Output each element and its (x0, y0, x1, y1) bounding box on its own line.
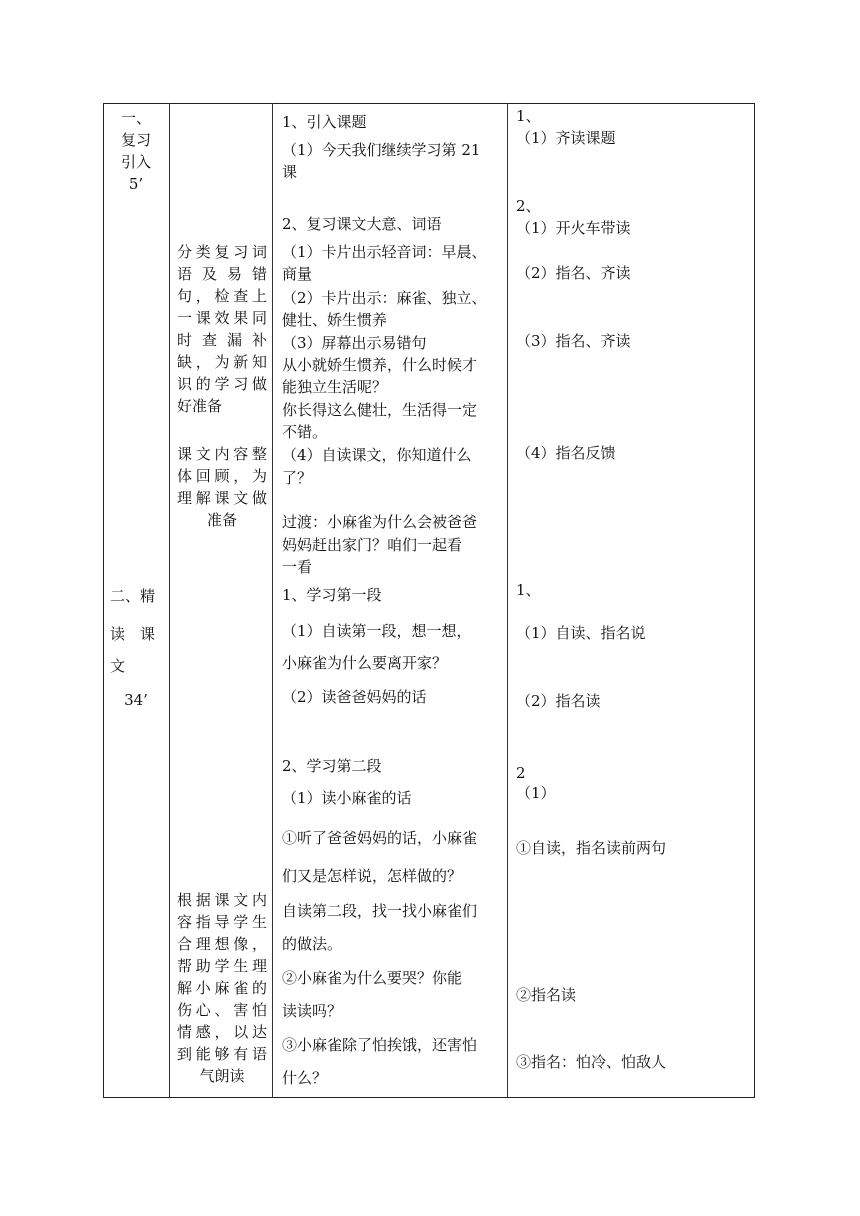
teacher-line: 不错。 (282, 423, 328, 441)
purpose-2-line-2: 体回顾，为 (177, 467, 267, 485)
teacher-line: （2）读爸爸妈妈的话 (282, 688, 427, 706)
purpose-2-line-3: 理解课文做 (177, 489, 267, 507)
student-line: 2 (516, 764, 526, 782)
student-line: （1）开火车带读 (516, 219, 631, 237)
teacher-transition: 过渡：小麻雀为什么会被爸爸 (282, 513, 478, 531)
teacher-line: （1）读小麻雀的话 (282, 789, 412, 807)
teacher-line: 从小就娇生惯养，什么时候才 (282, 356, 478, 374)
teacher-line: 健壮、娇生惯养 (282, 311, 388, 329)
teacher-line: ②小麻雀为什么要哭？你能 (282, 969, 463, 987)
purpose-1-line-3: 句，检查上 (177, 287, 267, 305)
section-1-time: 5’ (128, 175, 144, 193)
purpose-1-line-4: 一课效果同 (177, 309, 267, 327)
teacher-line: 了？ (282, 469, 313, 487)
teacher-line: （1）卡片出示轻音词：早晨、 (282, 243, 487, 261)
teacher-line: 能独立生活呢？ (282, 378, 388, 396)
teacher-line: 自读第二段，找一找小麻雀们 (282, 902, 478, 920)
student-line: 2、 (516, 197, 541, 215)
teacher-line: （4）自读课文，你知道什么 (282, 446, 472, 464)
teacher-line: 你长得这么健壮，生活得一定 (282, 401, 478, 419)
student-line: （1）自读、指名说 (516, 624, 646, 642)
purpose-3-line-4: 帮助学生理 (177, 957, 267, 975)
teacher-line: 的做法。 (282, 935, 343, 953)
purpose-3-line-9: 气朗读 (199, 1067, 245, 1085)
purpose-3-line-1: 根据课文内 (177, 891, 267, 909)
purpose-1-line-5: 时查漏补 (177, 331, 267, 349)
purpose-2-line-1: 课文内容整 (177, 445, 267, 463)
section-2-line-3: 文 (110, 657, 126, 675)
purpose-3-line-5: 解小麻雀的 (177, 979, 267, 997)
student-line: （1） (516, 784, 556, 802)
teacher-line: 小麻雀为什么要离开家？ (282, 654, 448, 672)
purpose-3-line-8: 到能够有语 (177, 1045, 267, 1063)
purpose-2-line-4: 准备 (206, 511, 237, 529)
student-line: 1、 (516, 107, 541, 125)
teacher-line: 课 (282, 163, 298, 181)
purpose-1-line-2: 语及易错 (177, 265, 267, 283)
teacher-step-2-title: 2、复习课文大意、词语 (282, 215, 442, 233)
teacher-line: 妈妈赶出家门？咱们一起看 (282, 536, 463, 554)
purpose-3-line-7: 情感，以达 (177, 1023, 267, 1041)
student-line: （3）指名、齐读 (516, 332, 631, 350)
student-line: ③指名：怕冷、怕敌人 (516, 1053, 667, 1071)
teacher-line: 一看 (282, 558, 313, 576)
student-line: （2）指名、齐读 (516, 264, 631, 282)
section-2-line-1: 二、精 (110, 587, 156, 605)
teacher-line: 读读吗？ (282, 1002, 343, 1020)
teacher-line: 商量 (282, 265, 313, 283)
teacher-line: （2）卡片出示：麻雀、独立、 (282, 289, 487, 307)
teacher-line: （1）自读第一段，想一想， (282, 622, 472, 640)
purpose-1-line-6: 缺，为新知 (177, 353, 267, 371)
student-line: （4）指名反馈 (516, 444, 616, 462)
section-1-line-2: 复习 (120, 131, 151, 149)
purpose-1-line-8: 好准备 (177, 397, 223, 415)
teacher-part-1-title: 1、学习第一段 (282, 586, 382, 604)
purpose-1-line-7: 识的学习做 (177, 375, 267, 393)
column-divider-1 (169, 103, 170, 1098)
column-divider-2 (272, 103, 273, 1098)
section-1-line-1: 一、 (120, 109, 151, 127)
purpose-3-line-3: 合理想像， (177, 935, 267, 953)
student-line: （1）齐读课题 (516, 129, 616, 147)
column-divider-3 (507, 103, 508, 1098)
teacher-line: ①听了爸爸妈妈的话，小麻雀 (282, 829, 478, 847)
teacher-line: ③小麻雀除了怕挨饿，还害怕 (282, 1036, 478, 1054)
purpose-3-line-6: 伤心、害怕 (177, 1001, 267, 1019)
student-line: ①自读，指名读前两句 (516, 839, 667, 857)
teacher-line: （1）今天我们继续学习第 21 (282, 141, 481, 159)
student-line: （2）指名读 (516, 692, 601, 710)
teacher-line: 什么？ (282, 1069, 328, 1087)
teacher-part-2-title: 2、学习第二段 (282, 757, 382, 775)
student-line: 1、 (516, 581, 541, 599)
section-2-time: 34’ (124, 691, 148, 709)
student-line: ②指名读 (516, 986, 577, 1004)
purpose-3-line-2: 容指导学生 (177, 913, 267, 931)
teacher-step-1-title: 1、引入课题 (282, 113, 367, 131)
section-2-line-2: 读 课 (110, 625, 156, 643)
purpose-1-line-1: 分类复习词 (177, 243, 267, 261)
teacher-line: （3）屏幕出示易错句 (282, 334, 427, 352)
teacher-line: 们又是怎样说，怎样做的？ (282, 867, 463, 885)
section-1-line-3: 引入 (120, 153, 151, 171)
